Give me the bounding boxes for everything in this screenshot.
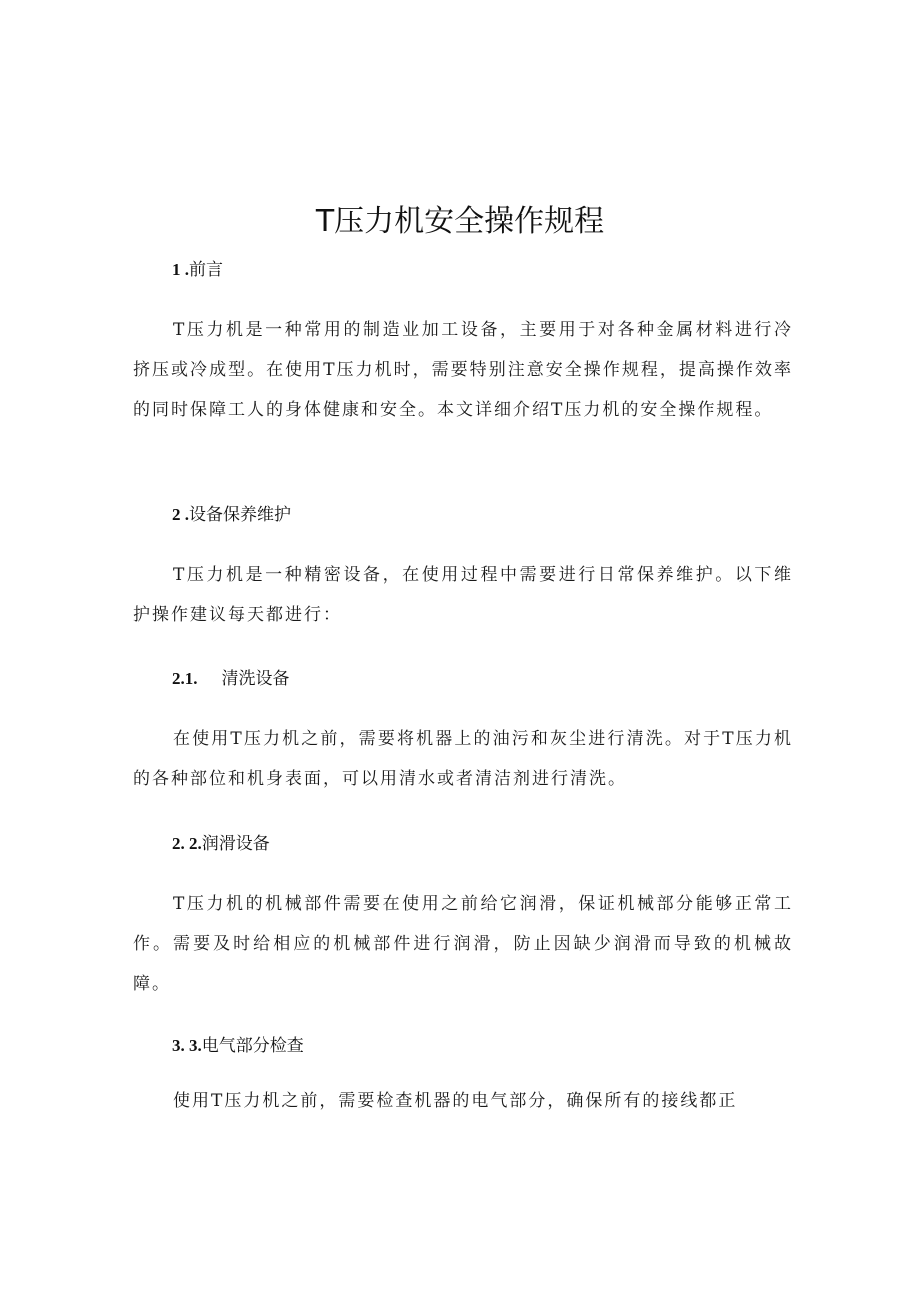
- section-heading-2-2: [172, 832, 270, 856]
- section-title: 前言: [189, 260, 223, 280]
- section-number: 2. 2.: [172, 834, 202, 853]
- section-paragraph-2-2: T压力机的机械部件需要在使用之前给它润滑，保证机械部分能够正常工作。需要及时给相应的机械部件进行润滑，防止因缺少润滑而导致的机械故障。: [133, 894, 793, 994]
- section-number: 2.1.: [172, 669, 198, 688]
- section-title: 设备保养维护: [189, 505, 291, 525]
- section-number: 2 .: [172, 505, 189, 524]
- section-number: 3. 3.: [172, 1036, 202, 1055]
- section-title: 润滑设备: [201, 834, 270, 854]
- section-paragraph-2-1: 在使用T压力机之前，需要将机器上的油污和灰尘进行清洗。对于T压力机的各种部位和机身表面，可以用清水或者清洁剂进行清洗。: [133, 729, 793, 789]
- section-heading-3-3: [172, 1034, 304, 1058]
- document-title: T压力机安全操作规程: [315, 204, 605, 239]
- section-paragraph-1: T压力机是一种常用的制造业加工设备，主要用于对各种金属材料进行冷挤压或冷成型。在使用T压力机时，需要特别注意安全操作规程，提高操作效率的同时保障工人的身体健康和安全。本文详细介绍T压力机的安全操作规程。: [133, 320, 793, 420]
- section-heading-2-1: [172, 667, 290, 691]
- section-title: 电气部分检查: [201, 1036, 304, 1056]
- section-number: 1 .: [172, 260, 189, 279]
- section-heading-1: [172, 258, 223, 282]
- section-paragraph-3-3: 使用T压力机之前，需要检查机器的电气部分，确保所有的接线都正: [173, 1091, 738, 1111]
- section-paragraph-2: T压力机是一种精密设备，在使用过程中需要进行日常保养维护。以下维护操作建议每天都进行：: [133, 565, 793, 625]
- section-heading-2: [172, 503, 291, 527]
- section-title: 清洗设备: [221, 669, 290, 689]
